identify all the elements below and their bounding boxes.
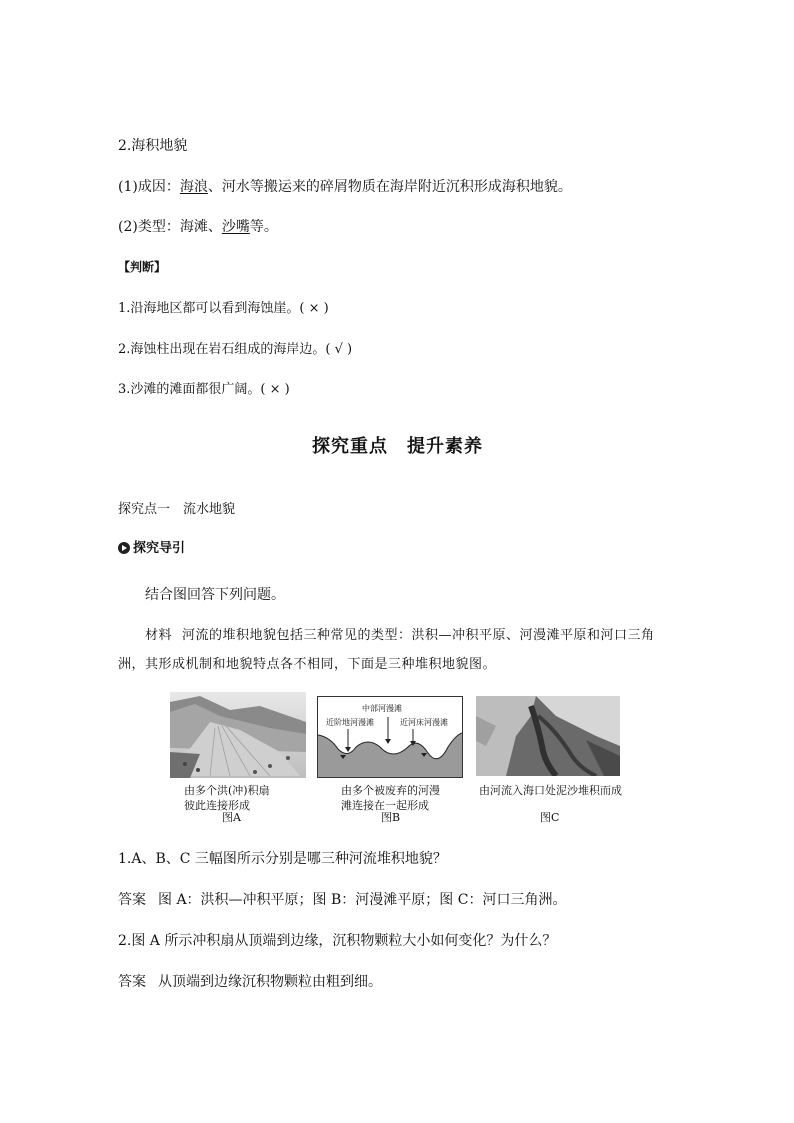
answer-1-text: 图 A：洪积—冲积平原；图 B：河漫滩平原；图 C：河口三角洲。: [158, 892, 567, 908]
figure-b-image: [317, 696, 463, 778]
types-rest: 等。: [249, 219, 278, 235]
intro-text: 结合图回答下列问题。: [145, 587, 285, 603]
figure-b-label: 图B: [381, 811, 401, 824]
cause-prefix: (1)成因：: [118, 179, 180, 195]
main-heading: 探究重点 提升素养: [312, 436, 483, 457]
play-circle-icon: [118, 542, 130, 554]
figure-b-left-label: 近阶地河漫滩: [326, 718, 374, 727]
answer-1: [118, 889, 566, 909]
guide-label: 探究导引: [133, 541, 186, 556]
figure-a-caption-line-1: 由多个洪(冲)积扇: [184, 784, 270, 797]
answer-2-label: 答案: [118, 974, 146, 990]
figure-b-right-label: 近河床河漫滩: [400, 718, 448, 727]
cause-underlined: 海浪: [179, 179, 208, 195]
judge-item-3: 3.沙滩的滩面都很广阔。( × ): [118, 382, 290, 397]
figure-b-caption: [341, 783, 440, 813]
answer-2: [118, 971, 382, 991]
types-prefix: (2)类型：海滩、: [118, 219, 222, 235]
figure-a-image: [170, 692, 306, 778]
answer-1-label: 答案: [118, 892, 146, 908]
question-1: 1.A、B、C 三幅图所示分别是哪三种河流堆积地貌？: [118, 851, 447, 867]
section-title: 2.海积地貌: [118, 138, 188, 154]
cause-line: [118, 176, 572, 196]
guide-heading: [118, 537, 185, 556]
cause-rest: 、河水等搬运来的碎屑物质在海岸附近沉积形成海积地貌。: [207, 179, 572, 195]
material-line-1: [145, 624, 655, 643]
types-underlined: 沙嘴: [221, 219, 250, 235]
figure-a-caption-line-2: 彼此连接形成: [184, 799, 250, 812]
answer-2-text: 从顶端到边缘沉积物颗粒由粗到细。: [158, 974, 382, 990]
judge-item-2: 2.海蚀柱出现在岩石组成的海岸边。( √ ): [118, 342, 353, 357]
material-line-2: 洲，其形成机制和地貌特点各不相同，下面是三种堆积地貌图。: [118, 657, 497, 672]
figure-c-image: [476, 696, 620, 776]
material-label: 材料: [145, 628, 173, 643]
types-line: [118, 216, 278, 236]
judge-item-1: 1.沿海地区都可以看到海蚀崖。( × ): [118, 301, 329, 316]
figure-b-caption-line-1: 由多个被废弃的河漫: [341, 784, 440, 797]
figure-a-caption: [184, 783, 270, 813]
figure-b-top-label: 中部河漫滩: [362, 704, 402, 713]
figure-c-caption: 由河流入海口处泥沙堆积而成: [479, 784, 622, 797]
figure-b-caption-line-2: 滩连接在一起形成: [341, 799, 429, 812]
figure-a-label: 图A: [222, 811, 241, 824]
judge-heading: 【判断】: [118, 260, 167, 274]
explore-point: 探究点一 流水地貌: [118, 502, 236, 517]
question-2: 2.图 A 所示冲积扇从顶端到边缘，沉积物颗粒大小如何变化？为什么？: [118, 933, 557, 949]
figure-c-label: 图C: [540, 811, 560, 824]
material-text-1: 河流的堆积地貌包括三种常见的类型：洪积—冲积平原、河漫滩平原和河口三角: [182, 628, 655, 643]
